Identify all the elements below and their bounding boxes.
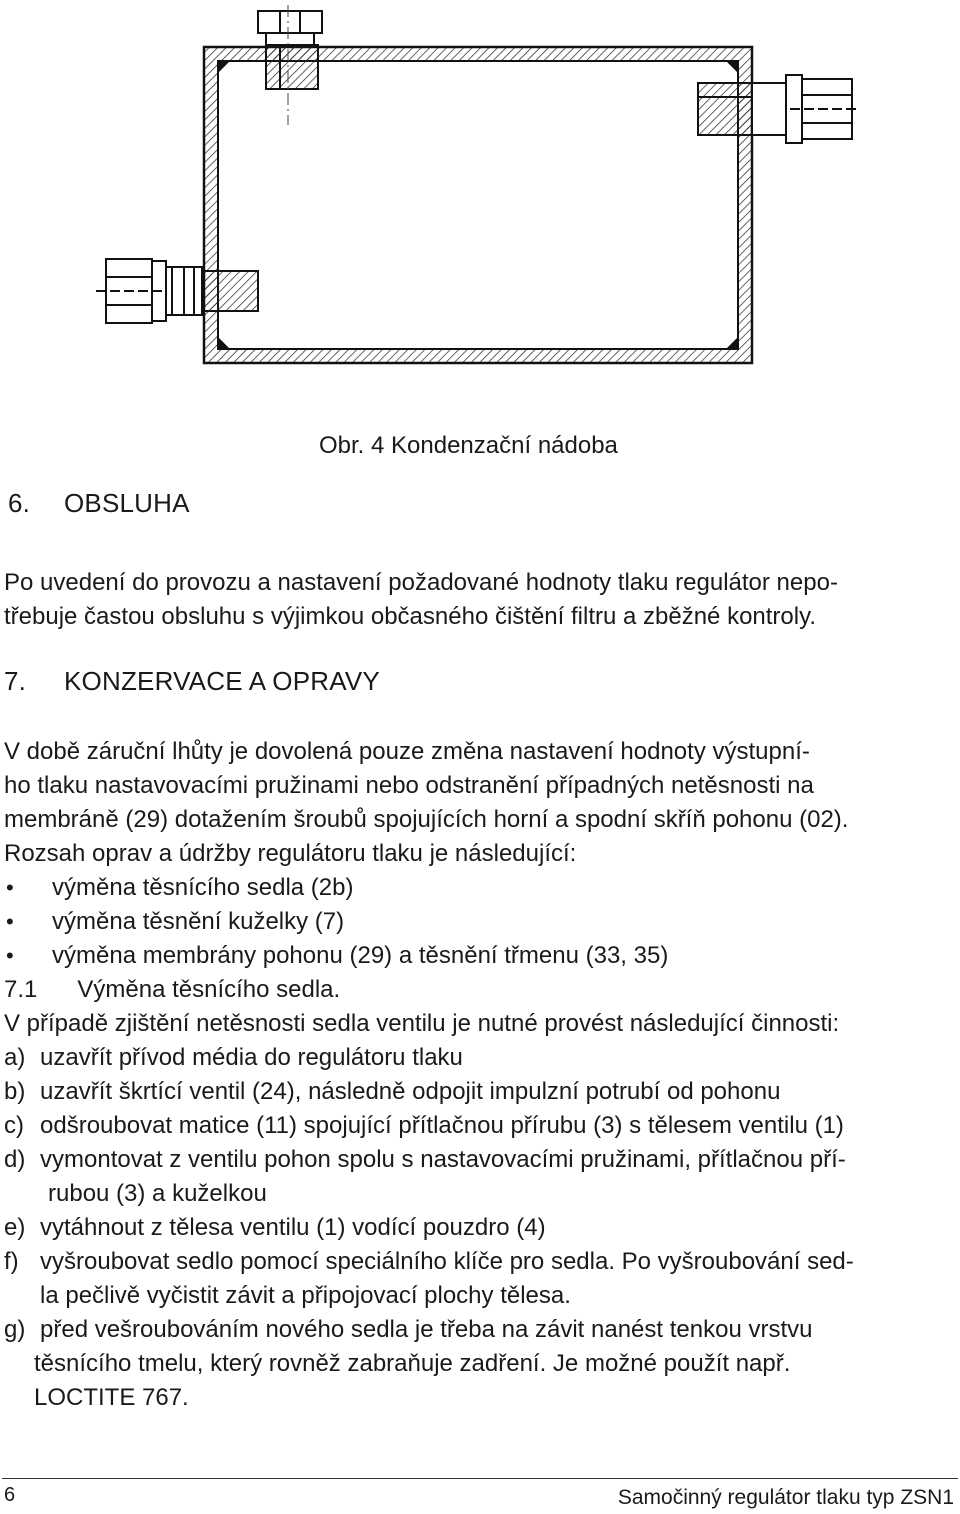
step-continuation: LOCTITE 767. — [34, 1384, 189, 1411]
paragraph-line: Rozsah oprav a údržby regulátoru tlaku je následující: — [4, 840, 577, 867]
footer-title: Samočinný regulátor tlaku typ ZSN1 — [617, 1486, 954, 1509]
section-7-number: 7. — [4, 666, 27, 696]
bullet-item: • výměna membrány pohonu (29) a těsnění třmenu (33, 35) — [4, 939, 958, 973]
paragraph-line: membráně (29) dotažením šroubů spojujících horní a spodní skříň pohonu (02). — [4, 806, 849, 833]
section-6-paragraph — [4, 566, 958, 634]
section-6-number: 6. — [8, 488, 31, 518]
bullet-item: • výměna těsnění kuželky (7) — [4, 905, 958, 939]
step-continuation: rubou (3) a kuželkou — [48, 1180, 267, 1207]
subsection-7-1-heading: 7.1 Výměna těsnícího sedla. — [4, 976, 341, 1003]
step-item: e) vytáhnout z tělesa ventilu (1) vodící pouzdro (4) — [4, 1214, 546, 1241]
bullet-item: • výměna těsnícího sedla (2b) — [4, 871, 958, 905]
section-7-body — [4, 735, 958, 1415]
paragraph-line: třebuje častou obsluhu s výjimkou občasného čištění filtru a zběžné kontroly. — [4, 603, 816, 630]
step-item: b) uzavřít škrtící ventil (24), následně odpojit impulzní potrubí od pohonu — [4, 1078, 781, 1105]
top-fitting — [258, 11, 322, 89]
step-item: g) před vešroubováním nového sedla je třeba na závit nanést tenkou vrstvu — [4, 1316, 813, 1343]
right-fitting — [698, 75, 860, 143]
step-item: d) vymontovat z ventilu pohon spolu s nastavovacími pružinami, přítlačnou pří- — [4, 1146, 846, 1173]
bullet-icon — [4, 905, 52, 939]
paragraph-line: V době záruční lhůty je dovolená pouze změna nastavení hodnoty výstupní- — [4, 738, 810, 765]
step-item: f) vyšroubovat sedlo pomocí speciálního klíče pro sedla. Po vyšroubování sed- — [4, 1248, 854, 1275]
step-continuation: la pečlivě vyčistit závit a připojovací plochy tělesa. — [40, 1282, 571, 1309]
bullet-icon — [4, 871, 52, 905]
page-number: 6 — [4, 1484, 16, 1506]
bullet-icon — [4, 939, 52, 973]
footer-rule — [2, 1478, 958, 1479]
figure-caption: Obr. 4 Kondenzační nádoba — [319, 432, 618, 459]
paragraph-line: Po uvedení do provozu a nastavení požadované hodnoty tlaku regulátor nepo- — [4, 569, 838, 596]
condensation-vessel-drawing — [90, 5, 870, 375]
section-7-title: KONZERVACE A OPRAVY — [64, 666, 380, 696]
procedure-intro: V případě zjištění netěsnosti sedla ventilu je nutné provést následující činnosti: — [4, 1010, 840, 1037]
vessel-body — [204, 47, 752, 363]
step-item: a) uzavřít přívod média do regulátoru tlaku — [4, 1044, 463, 1071]
section-6-heading — [8, 488, 190, 519]
section-6-title: OBSLUHA — [64, 488, 190, 518]
paragraph-line: ho tlaku nastavovacími pružinami nebo odstranění případných netěsnosti na — [4, 772, 814, 799]
section-7-heading — [4, 666, 380, 697]
step-item: c) odšroubovat matice (11) spojující přítlačnou přírubu (3) s tělesem ventilu (1) — [4, 1112, 844, 1139]
step-continuation: těsnícího tmelu, který rovněž zabraňuje zadření. Je možné použít např. — [34, 1350, 791, 1377]
